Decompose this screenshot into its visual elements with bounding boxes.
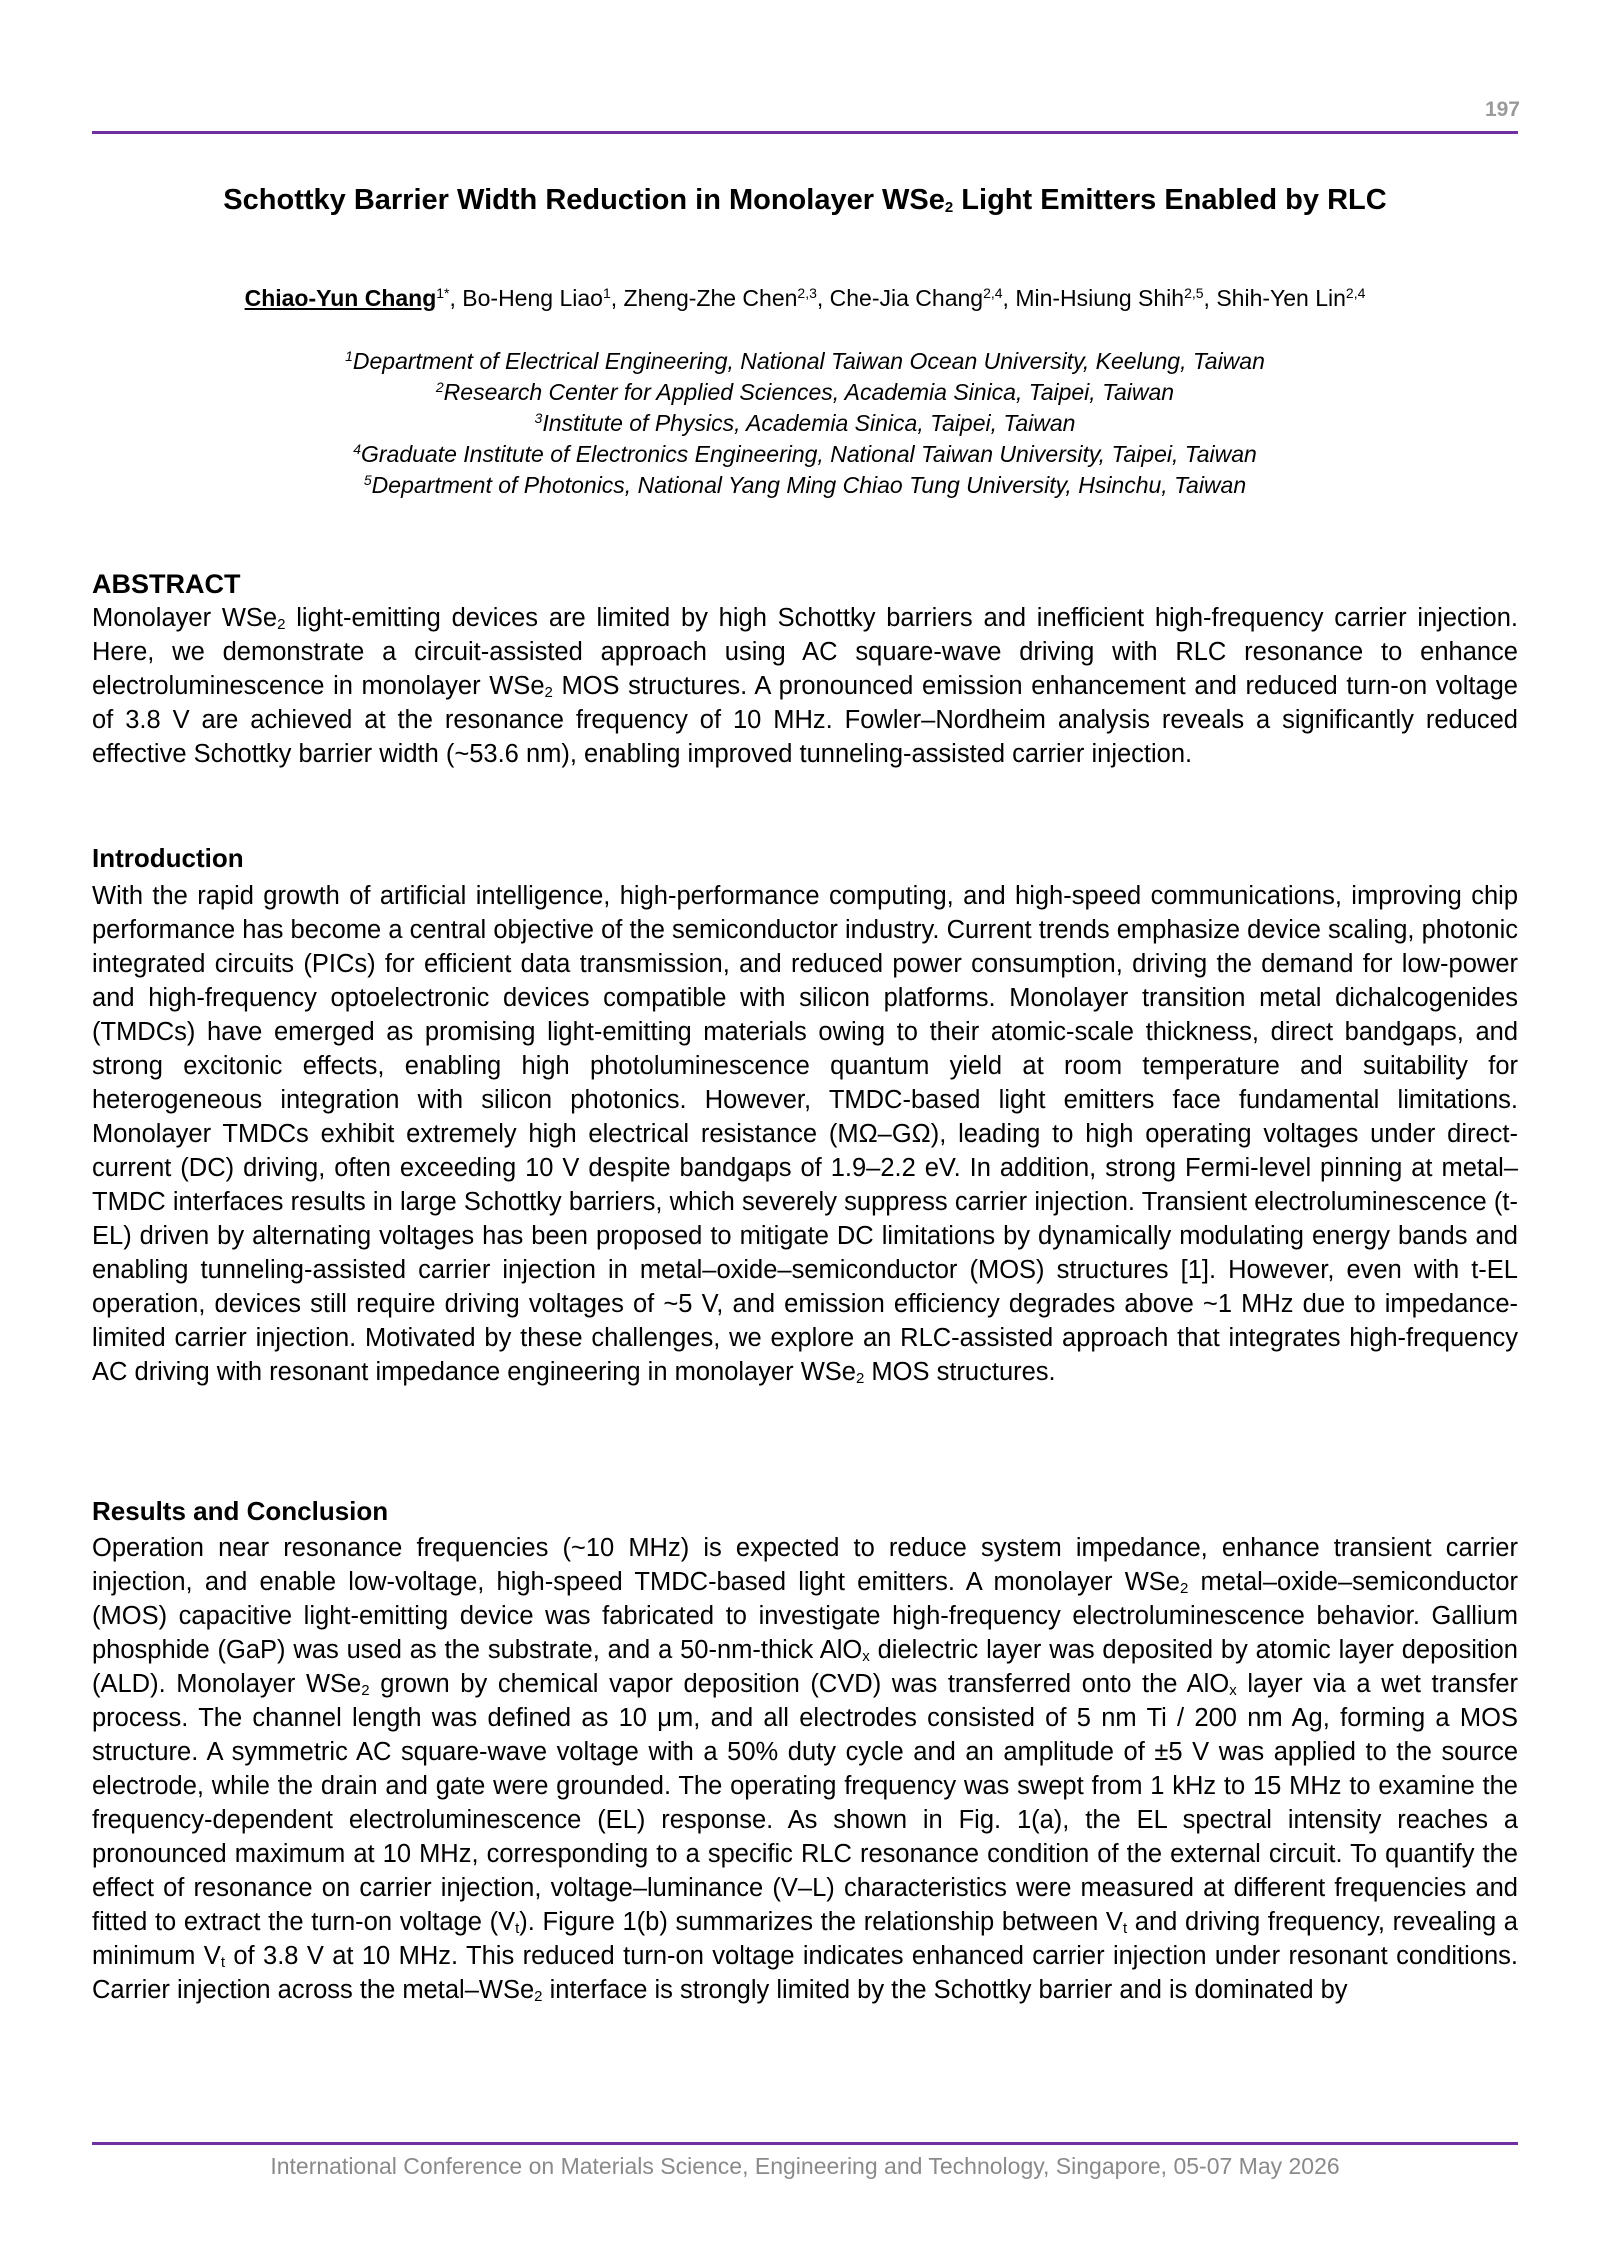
footer-rule bbox=[92, 2142, 1518, 2145]
subscript: 2 bbox=[544, 684, 553, 701]
affiliation-line bbox=[92, 377, 1518, 408]
results-paragraph: Operation near resonance frequencies (~10 MHz) is expected to reduce system impedance, enhance transient carrier injection, and enable low-voltage, high-speed TMDC-based light emitters. A monolayer WSe$_2$ metal–oxide–semiconductor (MOS) capacitive light-emitting device was fabricated to investigate high-frequency electroluminescence behavior. Gallium phosphide (GaP) was used as the substrate, and a 50-nm-thick AlO$_x$ dielectric layer was deposited by atomic layer deposition (ALD). Monolayer WSe$_2$ grown by chemical vapor deposition (CVD) was transferred onto the AlO$_x$ layer via a wet transfer process. The channel length was defined as 10 μm, and all electrodes consisted of 5 nm Ti / 200 nm Ag, forming a MOS structure. A symmetric AC square-wave voltage with a 50% duty cycle and an amplitude of ±5 V was applied to the source electrode, while the drain and gate were grounded. The operating frequency was swept from 1 kHz to 15 MHz to examine the frequency-dependent electroluminescence (EL) response. As shown in Fig. 1(a), the EL spectral intensity reaches a pronounced maximum at 10 MHz, corresponding to a specific RLC resonance condition of the external circuit. To quantify the effect of resonance on carrier injection, voltage–luminance (V–L) characteristics were measured at different frequencies and fitted to extract the turn-on voltage $(V_t)$. Figure 1(b) summarizes the relationship between $V_t$ and driving frequency, revealing a minimum $V_t$ of 3.8 V at 10 MHz. This reduced turn-on voltage indicates enhanced carrier injection under resonant conditions. Carrier injection across the metal–WSe$_2$ interface is strongly limited by the Schottky barrier and is dominated by bbox=[92, 1534, 1519, 2005]
title-subscript: 2 bbox=[944, 199, 954, 216]
subscript: 2 bbox=[1179, 1580, 1189, 1597]
paper-title bbox=[92, 184, 1518, 217]
affiliation-mark: 4 bbox=[353, 441, 361, 457]
author-affiliation-mark: 1* bbox=[436, 285, 450, 301]
header-rule bbox=[92, 131, 1518, 134]
affiliation-list bbox=[92, 346, 1518, 501]
author-affiliation-mark: 1 bbox=[602, 285, 611, 301]
author-affiliation-mark: 2,4 bbox=[1345, 285, 1366, 301]
author-list: Chiao-Yun Chang$^{1*}$, Bo-Heng Liao$^1$, Zheng-Zhe Chen$^{2,3}$, Che-Jia Chang$^{2,4}$, Min-Hsiung Shih$^{2,5}$, Shih-Yen Lin$^{2,4}$ bbox=[244, 285, 1366, 311]
abstract-paragraph: Monolayer WSe$_2$ light-emitting devices are limited by high Schottky barriers and inefficient high-frequency carrier injection. Here, we demonstrate a circuit-assisted approach using AC square-wave driving with RLC resonance to enhance electroluminescence in monolayer WSe$_2$ MOS structures. A pronounced emission enhancement and reduced turn-on voltage of 3.8 V are achieved at the resonance frequency of 10 MHz. Fowler–Nordheim analysis reveals a significantly reduced effective Schottky barrier width (~53.6 nm), enabling improved tunneling-assisted carrier injection. bbox=[92, 604, 1518, 768]
subscript: x bbox=[1229, 1682, 1237, 1699]
affiliation-text: Department of Electrical Engineering, National Taiwan Ocean University, Keelung, Taiwan bbox=[352, 348, 1265, 374]
affiliation-mark: 1 bbox=[345, 348, 353, 364]
title-text: Schottky Barrier Width Reduction in Monolayer WSe bbox=[223, 184, 945, 216]
subscript: 2 bbox=[361, 1682, 370, 1699]
affiliation-mark: 3 bbox=[534, 410, 543, 426]
results-heading: Results and Conclusion bbox=[92, 1496, 389, 1526]
subscript: t bbox=[220, 1954, 225, 1971]
conference-footer: International Conference on Materials Science, Engineering and Technology, Singapore, 05-07 May 2026 bbox=[270, 2153, 1340, 2179]
subscript: 2 bbox=[534, 1988, 543, 2005]
affiliation-text: Department of Photonics, National Yang Ming Chiao Tung University, Hsinchu, Taiwan bbox=[371, 472, 1247, 498]
affiliation-line bbox=[92, 439, 1518, 470]
affiliation-mark: 5 bbox=[363, 472, 372, 488]
affiliation-line bbox=[92, 408, 1518, 439]
presenting-author: Chiao-Yun Chang bbox=[244, 285, 437, 311]
introduction-heading: Introduction bbox=[92, 843, 244, 873]
abstract-heading: ABSTRACT bbox=[92, 569, 241, 599]
affiliation-line bbox=[92, 346, 1518, 377]
affiliation-text: Graduate Institute of Electronics Engineering, National Taiwan University, Taipei, Taiwan bbox=[361, 441, 1257, 467]
affiliation-text: Research Center for Applied Sciences, Academia Sinica, Taipei, Taiwan bbox=[443, 379, 1175, 405]
subscript: x bbox=[862, 1648, 870, 1665]
subscript: t bbox=[1122, 1920, 1128, 1937]
author-affiliation-mark: 2,3 bbox=[797, 285, 817, 301]
author-name: Bo-Heng Liao bbox=[462, 285, 603, 311]
author-name: Shih-Yen Lin bbox=[1216, 285, 1346, 311]
author-name: Che-Jia Chang bbox=[829, 285, 984, 311]
subscript: t bbox=[515, 1920, 520, 1937]
subscript: 2 bbox=[856, 1370, 865, 1387]
author-name: Zheng-Zhe Chen bbox=[623, 285, 798, 311]
introduction-paragraph: With the rapid growth of artificial intelligence, high-performance computing, and high-speed communications, improving chip performance has become a central objective of the semiconductor industry. Current trends emphasize device scaling, photonic integrated circuits (PICs) for efficient data transmission, and reduced power consumption, driving the demand for low-power and high-frequency optoelectronic devices compatible with silicon platforms. Monolayer transition metal dichalcogenides (TMDCs) have emerged as promising light-emitting materials owing to their atomic-scale thickness, direct bandgaps, and strong excitonic effects, enabling high photoluminescence quantum yield at room temperature and suitability for heterogeneous integration with silicon photonics. However, TMDC-based light emitters face fundamental limitations. Monolayer TMDCs exhibit extremely high electrical resistance (MΩ–GΩ), leading to high operating voltages under direct-current (DC) driving, often exceeding 10 V despite bandgaps of 1.9–2.2 eV. In addition, strong Fermi-level pinning at metal–TMDC interfaces results in large Schottky barriers, which severely suppress carrier injection. Transient electroluminescence (t-EL) driven by alternating voltages has been proposed to mitigate DC limitations by dynamically modulating energy bands and enabling tunneling-assisted carrier injection in metal–oxide–semiconductor (MOS) structures [1]. However, even with t-EL operation, devices still require driving voltages of ~5 V, and emission efficiency degrades above ~1 MHz due to impedance-limited carrier injection. Motivated by these challenges, we explore an RLC-assisted approach that integrates high-frequency AC driving with resonant impedance engineering in monolayer WSe$_2$ MOS structures. bbox=[92, 882, 1518, 1387]
affiliation-mark: 2 bbox=[435, 379, 444, 395]
author-name: Min-Hsiung Shih bbox=[1015, 285, 1185, 311]
affiliation-text: Institute of Physics, Academia Sinica, Taipei, Taiwan bbox=[542, 410, 1076, 436]
affiliation-line bbox=[92, 470, 1518, 501]
author-affiliation-mark: 2,4 bbox=[983, 285, 1003, 301]
subscript: 2 bbox=[277, 616, 286, 633]
author-affiliation-mark: 2,5 bbox=[1184, 285, 1204, 301]
page-number: 197 bbox=[1484, 98, 1520, 121]
title-text-end: Light Emitters Enabled by RLC bbox=[953, 184, 1387, 216]
